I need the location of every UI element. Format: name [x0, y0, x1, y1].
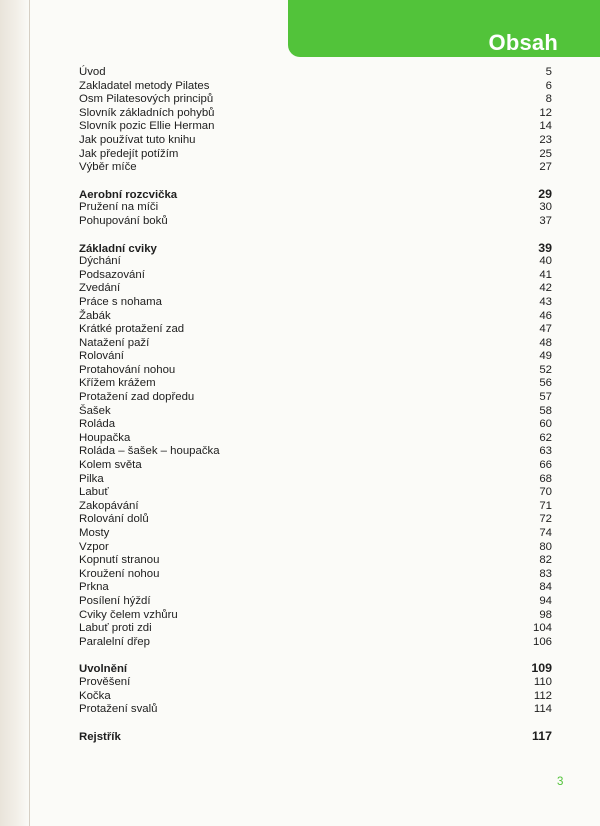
entry-page-number: 37	[539, 214, 552, 227]
table-of-contents	[79, 66, 552, 743]
entry-title: Křížem krážem	[79, 377, 156, 390]
entry-page-number: 62	[539, 431, 552, 444]
entry-title: Úvod	[79, 66, 106, 78]
entry-page-number: 114	[533, 703, 552, 716]
entry-page-number: 84	[539, 581, 552, 594]
entry-title: Labuť	[79, 486, 109, 499]
entry-title: Podsazování	[79, 268, 145, 281]
toc-entry	[79, 215, 552, 229]
entry-page-number: 68	[539, 472, 552, 485]
entry-title: Dýchání	[79, 255, 121, 268]
section-title: Základní cviky	[79, 242, 157, 255]
book-spine-shadow	[0, 0, 30, 826]
page-title: Obsah	[488, 30, 558, 55]
toc-entry	[79, 418, 552, 432]
entry-title: Protažení zad dopředu	[79, 391, 195, 404]
entry-page-number: 52	[539, 363, 552, 376]
entry-page-number: 12	[539, 106, 552, 119]
toc-section-heading	[79, 730, 552, 744]
section-page-number: 109	[531, 661, 552, 676]
entry-title: Roláda	[79, 418, 116, 431]
entry-title: Pružení na míči	[79, 201, 159, 214]
toc-entry	[79, 323, 552, 337]
entry-title: Pilka	[79, 472, 104, 485]
toc-section-heading	[79, 188, 552, 202]
toc-entry	[79, 513, 552, 527]
entry-page-number: 104	[532, 622, 552, 635]
entry-page-number: 56	[539, 377, 552, 390]
toc-entry	[79, 432, 552, 446]
toc-entry	[79, 595, 552, 609]
toc-entry	[79, 486, 552, 500]
entry-page-number: 57	[539, 391, 552, 404]
entry-page-number: 41	[539, 268, 552, 281]
entry-page-number: 23	[539, 133, 552, 146]
entry-page-number: 30	[539, 201, 552, 214]
toc-section-heading	[79, 242, 552, 256]
entry-page-number: 40	[539, 255, 552, 268]
toc-entry	[79, 296, 552, 310]
entry-title: Cviky čelem vzhůru	[79, 608, 178, 621]
header-banner	[288, 0, 600, 57]
toc-entry	[79, 703, 552, 717]
toc-section	[79, 66, 552, 175]
entry-page-number: 110	[533, 675, 552, 688]
entry-title: Šašek	[79, 404, 111, 417]
page-number: 3	[557, 776, 564, 788]
toc-entry	[79, 554, 552, 568]
toc-entry	[79, 201, 552, 215]
entry-title: Mosty	[79, 527, 110, 539]
toc-entry	[79, 282, 552, 296]
entry-title: Jak předejít potížím	[79, 147, 179, 160]
toc-entry	[79, 337, 552, 351]
toc-entry	[79, 255, 552, 269]
entry-title: Kopnutí stranou	[79, 554, 160, 567]
toc-entry	[79, 377, 552, 391]
entry-page-number: 46	[539, 309, 552, 322]
section-page-number: 29	[538, 186, 552, 201]
entry-page-number: 6	[545, 79, 552, 92]
toc-section	[79, 730, 552, 744]
entry-title: Prkna	[79, 581, 109, 594]
toc-entry	[79, 350, 552, 364]
entry-page-number: 106	[532, 635, 552, 648]
toc-entry	[79, 500, 552, 514]
toc-entry	[79, 676, 552, 690]
section-title: Uvolnění	[79, 663, 128, 676]
entry-title: Paralelní dřep	[79, 635, 150, 648]
toc-entry	[79, 269, 552, 283]
entry-title: Slovník pozic Ellie Herman	[79, 120, 215, 133]
toc-entry	[79, 107, 552, 121]
entry-page-number: 74	[539, 527, 552, 539]
toc-section	[79, 662, 552, 716]
entry-page-number: 60	[539, 418, 552, 431]
entry-title: Žabák	[79, 309, 111, 322]
entry-page-number: 83	[539, 567, 552, 580]
entry-title: Roláda – šašek – houpačka	[79, 445, 220, 458]
entry-title: Vzpor	[79, 540, 109, 553]
entry-title: Kočka	[79, 689, 111, 702]
entry-page-number: 63	[539, 445, 552, 458]
toc-entry	[79, 93, 552, 107]
entry-title: Krátké protažení zad	[79, 323, 185, 336]
toc-section	[79, 242, 552, 650]
entry-page-number: 112	[533, 689, 552, 702]
toc-entry	[79, 609, 552, 623]
toc-entry	[79, 568, 552, 582]
toc-entry	[79, 391, 552, 405]
toc-entry	[79, 310, 552, 324]
toc-entry	[79, 459, 552, 473]
entry-title: Posílení hýždí	[79, 594, 151, 607]
entry-page-number: 14	[539, 120, 552, 133]
entry-title: Slovník základních pohybů	[79, 106, 215, 119]
toc-entry	[79, 473, 552, 487]
entry-title: Práce s nohama	[79, 295, 162, 308]
entry-page-number: 72	[539, 513, 552, 526]
entry-page-number: 94	[539, 594, 552, 607]
entry-title: Zvedání	[79, 282, 121, 295]
entry-title: Zakopávání	[79, 499, 139, 512]
entry-title: Zakladatel metody Pilates	[79, 79, 210, 92]
entry-title: Kolem světa	[79, 459, 142, 472]
entry-page-number: 49	[539, 350, 552, 363]
entry-page-number: 25	[539, 147, 552, 160]
entry-title: Labuť proti zdi	[79, 622, 152, 635]
toc-entry	[79, 541, 552, 555]
entry-title: Houpačka	[79, 431, 131, 444]
section-title: Aerobní rozcvička	[79, 188, 178, 201]
toc-section	[79, 188, 552, 229]
entry-page-number: 58	[539, 404, 552, 417]
toc-entry	[79, 622, 552, 636]
entry-title: Osm Pilatesových principů	[79, 93, 214, 106]
section-page-number: 117	[532, 728, 552, 743]
section-title: Rejstřík	[79, 730, 121, 743]
entry-page-number: 48	[539, 336, 552, 349]
entry-title: Výběr míče	[79, 161, 137, 174]
toc-entry	[79, 134, 552, 148]
entry-title: Rolování dolů	[79, 513, 149, 526]
section-page-number: 39	[538, 240, 552, 255]
toc-entry	[79, 364, 552, 378]
entry-title: Prověšení	[79, 675, 131, 688]
entry-page-number: 66	[539, 459, 552, 472]
entry-page-number: 47	[539, 323, 552, 336]
toc-entry	[79, 161, 552, 175]
entry-title: Rolování	[79, 350, 124, 363]
toc-entry	[79, 445, 552, 459]
entry-page-number: 5	[545, 66, 552, 78]
book-gutter-line	[29, 0, 30, 826]
entry-title: Protahování nohou	[79, 363, 176, 376]
entry-page-number: 82	[539, 554, 552, 567]
toc-entry	[79, 80, 552, 94]
toc-entry	[79, 66, 552, 80]
entry-page-number: 43	[539, 295, 552, 308]
entry-title: Protažení svalů	[79, 703, 158, 716]
entry-page-number: 80	[539, 540, 552, 553]
entry-page-number: 98	[539, 608, 552, 621]
entry-page-number: 70	[539, 486, 552, 499]
entry-title: Kroužení nohou	[79, 567, 160, 580]
entry-title: Jak používat tuto knihu	[79, 133, 196, 146]
entry-page-number: 71	[539, 499, 552, 512]
toc-entry	[79, 690, 552, 704]
entry-title: Pohupování boků	[79, 214, 168, 227]
toc-entry	[79, 405, 552, 419]
toc-section-heading	[79, 662, 552, 676]
toc-entry	[79, 581, 552, 595]
toc-entry	[79, 148, 552, 162]
toc-entry	[79, 636, 552, 650]
entry-page-number: 27	[539, 161, 552, 174]
toc-entry	[79, 120, 552, 134]
entry-page-number: 42	[539, 282, 552, 295]
toc-entry	[79, 527, 552, 541]
entry-page-number: 8	[545, 93, 552, 106]
entry-title: Natažení paží	[79, 336, 150, 349]
